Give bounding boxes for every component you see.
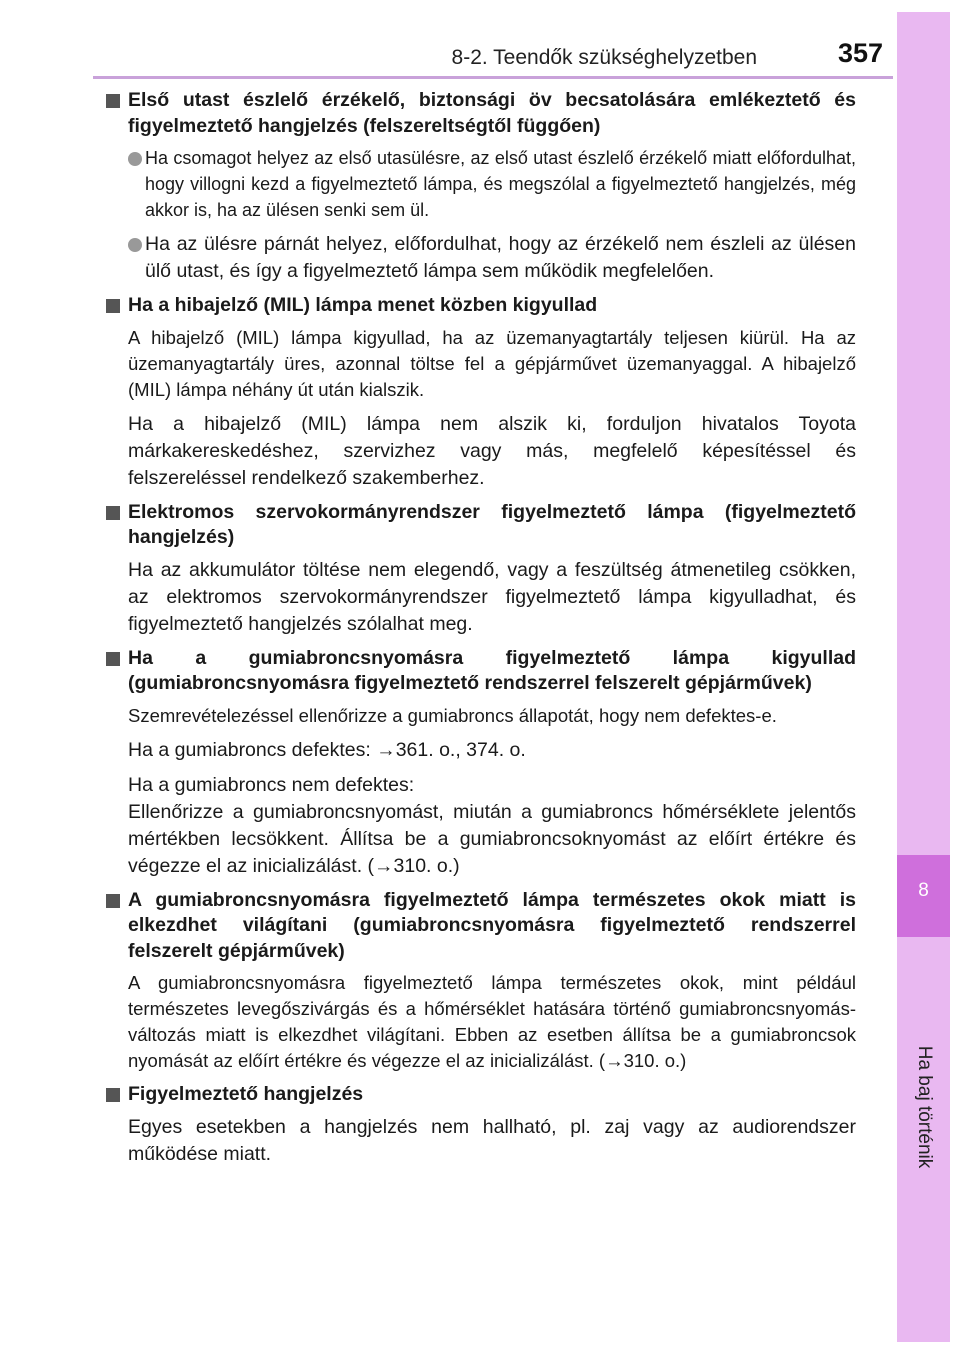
square-bullet-icon: [106, 94, 120, 108]
section-heading: [104, 500, 856, 551]
chapter-title-vertical: [898, 1032, 950, 1182]
page-header: [0, 0, 895, 78]
page-content: [104, 88, 856, 1176]
square-bullet-icon: [106, 506, 120, 520]
page-number: 357: [837, 38, 883, 68]
section-heading: [104, 1082, 856, 1108]
paragraph: Egyes esetekben a hangjelzés nem hallható, pl. zaj vagy az audiorendszer működése miatt.: [128, 1115, 856, 1165]
chapter-number: 8: [918, 880, 929, 901]
square-bullet-icon: [106, 652, 120, 666]
bullet-item: [104, 145, 856, 223]
square-bullet-icon: [106, 894, 120, 908]
bullet-item: [104, 231, 856, 285]
circle-bullet-icon: [128, 238, 142, 252]
section-heading-text: Első utast észlelő érzékelő, biztonsági öv becsatolására emlékeztető és figyelmeztető hangjelzés (felszereltségtől függően): [128, 89, 856, 137]
paragraph: Ha az akkumulátor töltése nem elegendő, vagy a feszültség átmenetileg csökken, az elektromos szervokormányrendszer figyelmeztető lámpa kigyulladhat, és figyelmeztető hangjelzés szólalhat meg.: [128, 558, 856, 635]
header-section-title: 8-2. Teendők szükséghelyzetben: [451, 46, 757, 69]
bullet-text: Ha az ülésre párnát helyez, előfordulhat, hogy az érzékelő nem észleli az ülésen ülő utast, és így a figyelmeztető lámpa sem működik megfelelően.: [145, 233, 856, 282]
section-heading: [104, 888, 856, 965]
section-heading-text: Ha a hibajelző (MIL) lámpa menet közben kigyullad: [128, 294, 598, 316]
square-bullet-icon: [106, 299, 120, 313]
section-heading: [104, 646, 856, 697]
section-heading-text: A gumiabroncsnyomásra figyelmeztető lámpa természetes okok miatt is elkezdhet világítani (gumiabroncsnyomásra figyelmeztető rendszerrel felszerelt gépjárművek): [128, 888, 856, 962]
paragraph: Szemrevételezéssel ellenőrizze a gumiabroncs állapotát, hogy nem defektes-e.: [128, 704, 777, 726]
paragraph: Ha a hibajelző (MIL) lámpa nem alszik ki, forduljon hivatalos Toyota márkakereskedéshez, szervizhez vagy más, megfelelő képesítéssel és felszereléssel rendelkező szakemberhez.: [128, 412, 856, 489]
header-divider: [93, 76, 893, 79]
paragraph: A hibajelző (MIL) lámpa kigyullad, ha az üzemanyagtartály teljesen kiürül. Ha az üzemanyagtartály üres, azonnal töltse fel a gépjárművet üzemanyaggal. A hibajelző (MIL) lámpa néhány út után kialszik.: [128, 326, 856, 400]
paragraph: Ha a gumiabroncs nem defektes:: [128, 773, 415, 796]
section-heading-text: Figyelmeztető hangjelzés: [128, 1083, 364, 1105]
square-bullet-icon: [106, 1088, 120, 1102]
section-heading: [104, 88, 856, 139]
paragraph: Ha a gumiabroncs defektes: →361. o., 374. o.: [128, 738, 526, 761]
paragraph: Ellenőrizze a gumiabroncsnyomást, miután a gumiabroncs hőmérséklete jelentős mértékben lecsökkent. Állítsa be a gumiabroncsoknyomást az előírt értékre és végezze el az inicializálást. (→310. o.): [128, 800, 856, 877]
bullet-text: Ha csomagot helyez az első utasülésre, az első utast észlelő érzékelő miatt előfordulhat, hogy villogni kezd a figyelmeztető lámpa, és megszólal a figyelmeztető hangjelzés, még akkor is, ha az ülésen senki sem ül.: [145, 148, 856, 220]
section-heading-text: Elektromos szervokormányrendszer figyelmeztető lámpa (figyelmeztető hangjelzés): [128, 500, 856, 548]
circle-bullet-icon: [128, 152, 142, 166]
chapter-title-text: Ha baj történik: [914, 1045, 935, 1169]
section-heading-text: Ha a gumiabroncsnyomásra figyelmeztető lámpa kigyullad (gumiabroncsnyomásra figyelmeztető rendszerrel felszerelt gépjárművek): [128, 646, 856, 694]
paragraph: A gumiabroncsnyomásra figyelmeztető lámpa természetes okok, mint például természetes levegőszivárgás és a hőmérséklet hatására történő gumiabroncsnyomás-változás miatt is elkezdhet világítani. Ebben az esetben állítsa be a gumiabroncsok nyomását az előírt értékre és végezze el az inicializálást. (→310. o.): [128, 972, 856, 1071]
section-heading: [104, 293, 856, 319]
